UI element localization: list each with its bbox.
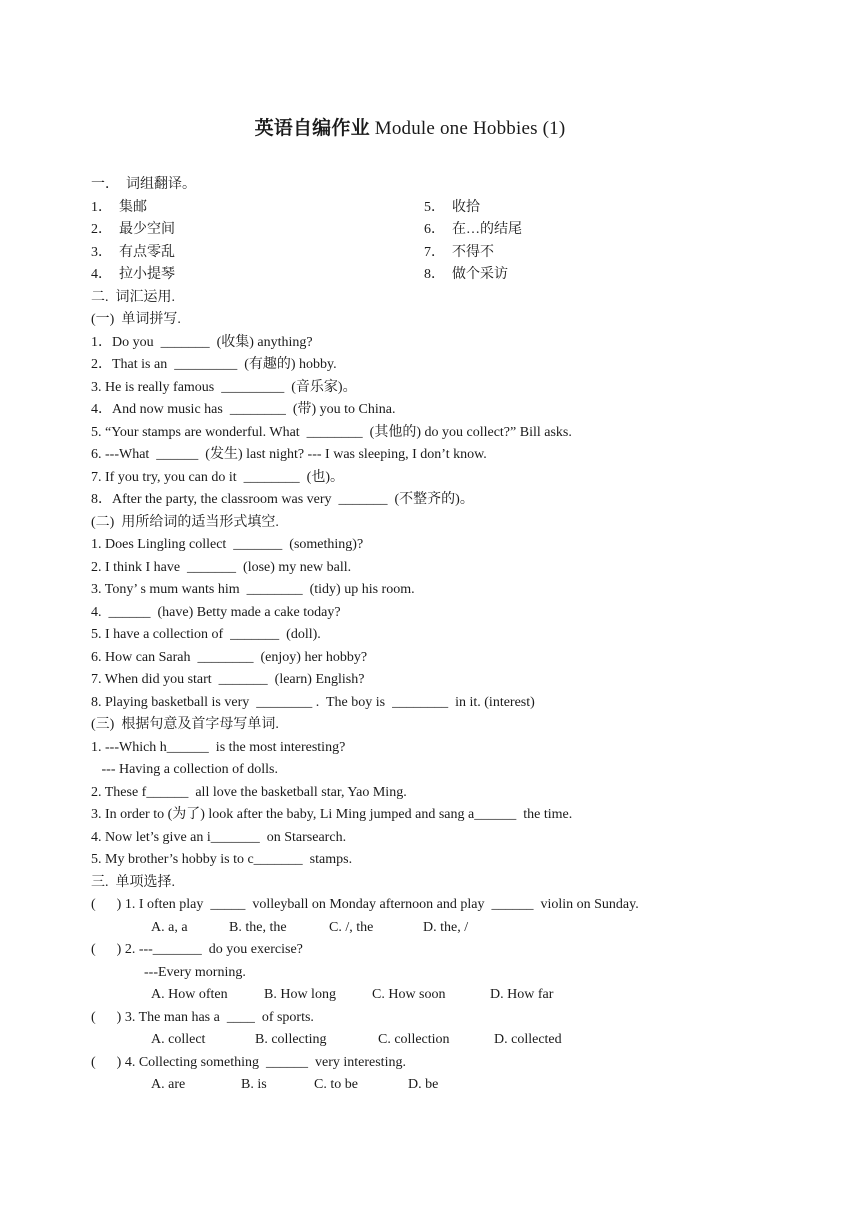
mc-option: C. collection — [378, 1032, 450, 1047]
mc-option: D. the, / — [423, 919, 469, 935]
section-1-heading: 一． 词组翻译。 — [91, 177, 196, 192]
spelling-item: 3. He is really famous _________ (音乐家)。 — [91, 379, 357, 395]
phrase-item: 2． 最少空间 — [91, 222, 175, 237]
phrase-item: 5． 收拾 — [424, 199, 480, 215]
section-2-heading: 二. 词汇运用. — [91, 289, 175, 305]
mc-option: C. to be — [314, 1077, 358, 1092]
initial-letter-item: 5. My brother’s hobby is to c_______ stamps. — [91, 852, 353, 867]
mc-options-row — [91, 917, 639, 940]
spelling-item: 5. “Your stamps are wonderful. What ________ (其他的) do you collect?” Bill asks. — [91, 424, 572, 440]
part-1-heading: (一) 单词拼写. — [91, 312, 181, 327]
word-form-item: 6. How can Sarah ________ (enjoy) her hobby? — [91, 649, 368, 665]
initial-letter-item: 3. In order to (为了) look after the baby, Li Ming jumped and sang a______ the time. — [91, 807, 573, 822]
initial-letter-item: --- Having a collection of dolls. — [91, 762, 279, 777]
initial-letter-item: 2. These f______ all love the basketball star, Yao Ming. — [91, 784, 407, 800]
mc-option: A. are — [151, 1077, 186, 1092]
mc-option: D. collected — [494, 1032, 562, 1047]
worksheet-body — [91, 174, 639, 1097]
mc-option: B. is — [241, 1077, 267, 1092]
spelling-item: 7. If you try, you can do it ________ (也)。 — [91, 469, 344, 485]
mc-option: D. How far — [490, 987, 554, 1002]
phrase-row — [91, 264, 639, 287]
phrase-item: 4． 拉小提琴 — [91, 267, 175, 282]
mc-option: B. the, the — [229, 919, 287, 935]
phrase-row — [91, 219, 639, 242]
mc-option: A. a, a — [151, 919, 188, 935]
mc-option: C. /, the — [329, 919, 374, 935]
word-form-item: 5. I have a collection of _______ (doll). — [91, 627, 321, 642]
mc-option: B. collecting — [255, 1032, 327, 1047]
mc-option: A. collect — [151, 1032, 206, 1047]
word-form-item: 7. When did you start _______ (learn) English? — [91, 672, 365, 687]
mc-question-stem: ( ) 3. The man has a ____ of sports. — [91, 1009, 314, 1025]
word-form-item: 3. Tony’ s mum wants him ________ (tidy) up his room. — [91, 582, 415, 597]
mc-option: D. be — [408, 1077, 439, 1092]
mc-option: C. How soon — [372, 987, 446, 1002]
mc-options-row — [91, 1029, 639, 1052]
phrase-item: 6． 在…的结尾 — [424, 222, 522, 237]
word-form-item: 4. ______ (have) Betty made a cake today? — [91, 604, 341, 620]
mc-question-answer-line: ---Every morning. — [144, 964, 246, 980]
mc-option: A. How often — [151, 987, 228, 1002]
phrase-item: 7． 不得不 — [424, 244, 494, 260]
spelling-item: 1．Do you _______ (收集) anything? — [91, 334, 313, 350]
page-title — [0, 113, 820, 140]
phrase-item: 3． 有点零乱 — [91, 244, 175, 260]
spelling-item: 2．That is an _________ (有趣的) hobby. — [91, 357, 337, 372]
phrase-item: 8． 做个采访 — [424, 267, 508, 282]
mc-question-stem: ( ) 2. ---_______ do you exercise? — [91, 942, 303, 957]
word-form-item: 1. Does Lingling collect _______ (something)? — [91, 537, 364, 552]
mc-question-stem: ( ) 1. I often play _____ volleyball on Monday afternoon and play ______ violin on Sunday. — [91, 897, 639, 912]
phrase-row — [91, 197, 639, 220]
title-chinese: 英语自编作业 — [254, 118, 370, 139]
part-2-heading: (二) 用所给词的适当形式填空. — [91, 514, 279, 530]
part-3-heading: (三) 根据句意及首字母写单词. — [91, 717, 279, 732]
word-form-item: 8. Playing basketball is very ________ . The boy is ________ in it. (interest) — [91, 694, 535, 710]
mc-option: B. How long — [264, 987, 336, 1002]
initial-letter-item: 1. ---Which h______ is the most interesting? — [91, 739, 346, 755]
initial-letter-item: 4. Now let’s give an i_______ on Starsearch. — [91, 829, 347, 845]
mc-options-row — [91, 984, 639, 1007]
spelling-item: 4．And now music has ________ (带) you to China. — [91, 402, 396, 417]
title-english: Module one Hobbies (1) — [369, 118, 566, 139]
mc-question-stem: ( ) 4. Collecting something ______ very interesting. — [91, 1054, 406, 1070]
section-3-heading: 三. 单项选择. — [91, 874, 175, 890]
spelling-item: 8．After the party, the classroom was very _______ (不整齐的)。 — [91, 492, 474, 507]
word-form-item: 2. I think I have _______ (lose) my new ball. — [91, 559, 352, 575]
phrase-row — [91, 242, 639, 265]
phrase-item: 1． 集邮 — [91, 199, 147, 215]
mc-options-row — [91, 1074, 639, 1097]
spelling-item: 6. ---What ______ (发生) last night? --- I was sleeping, I don’t know. — [91, 447, 487, 462]
